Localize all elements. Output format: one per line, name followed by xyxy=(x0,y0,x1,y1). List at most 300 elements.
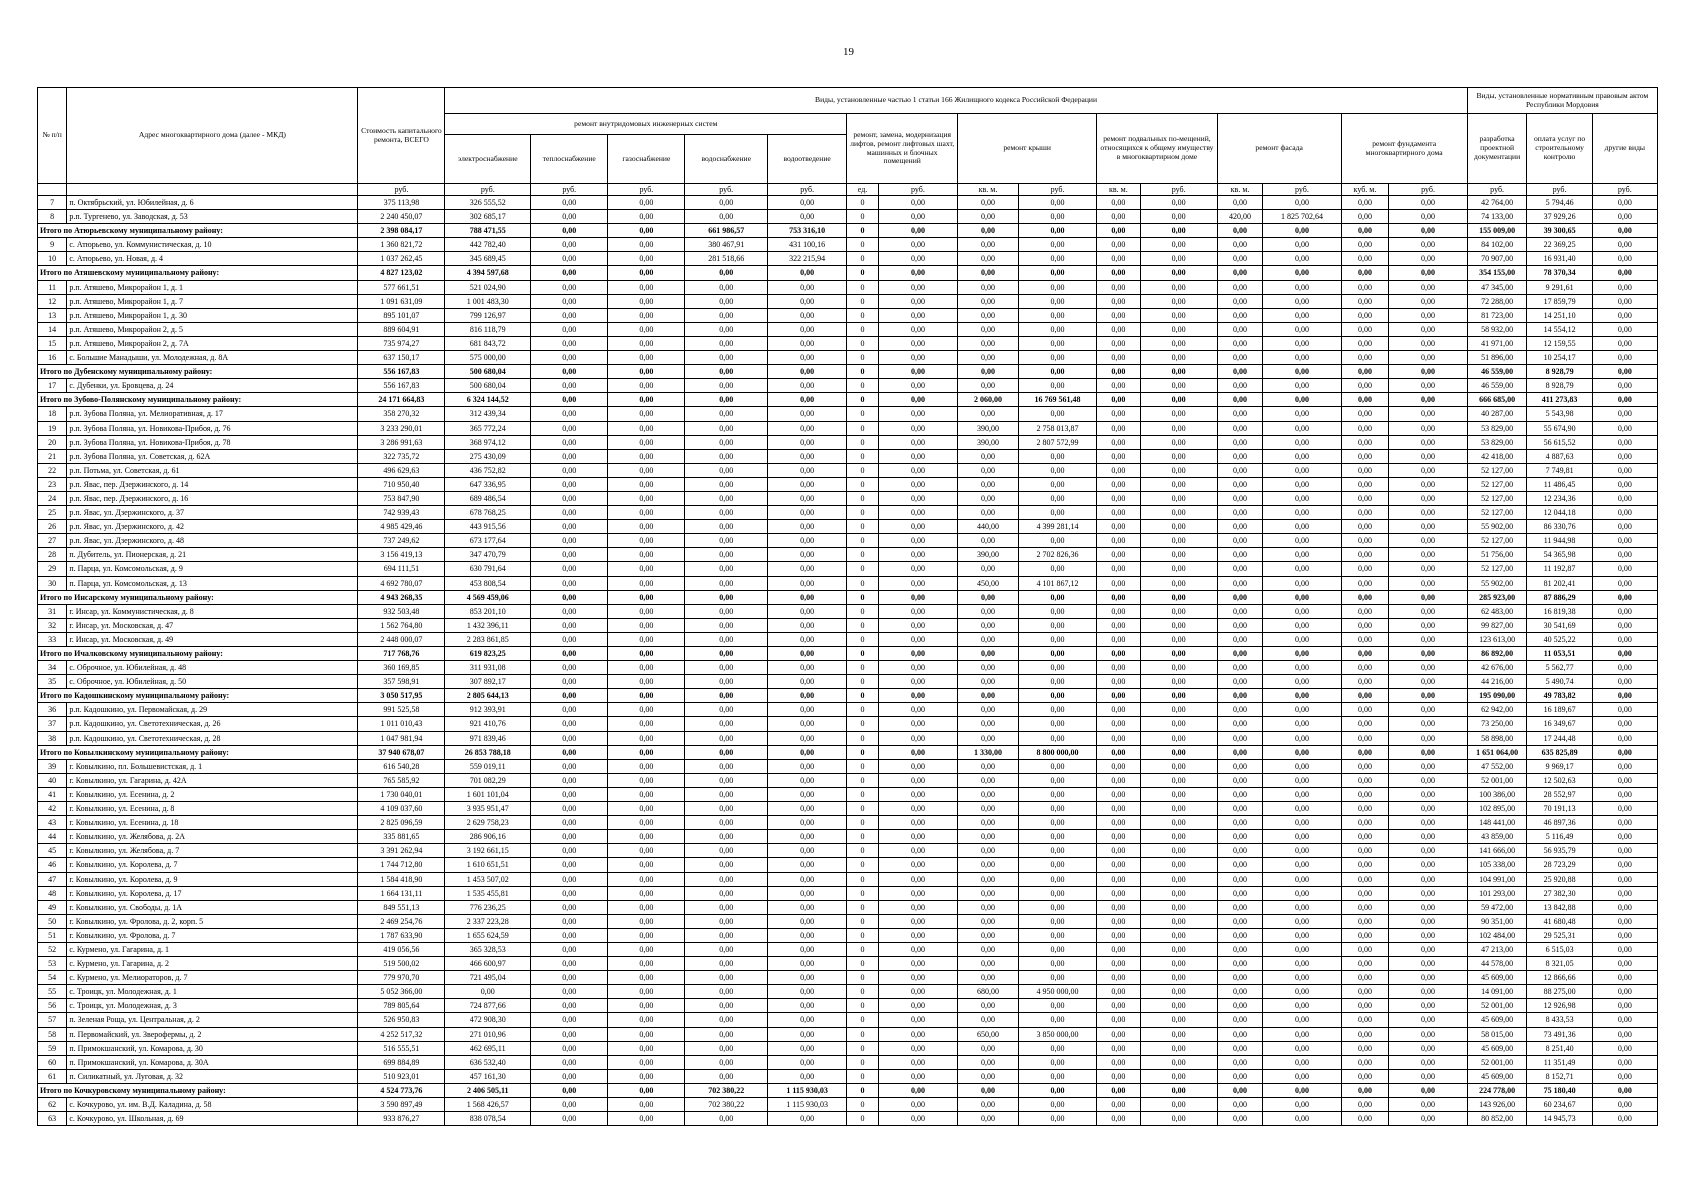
row-value: 0,00 xyxy=(608,266,685,280)
row-value: 0,00 xyxy=(1097,308,1140,322)
row-value: 0,00 xyxy=(1217,548,1263,562)
row-value: 0,00 xyxy=(608,1083,685,1097)
row-value: 0,00 xyxy=(1389,632,1467,646)
row-value: 912 393,91 xyxy=(445,703,531,717)
row-value: 788 471,55 xyxy=(445,224,531,238)
row-value: 0,00 xyxy=(1140,858,1217,872)
row-value: 0,00 xyxy=(531,618,608,632)
row-value: 0,00 xyxy=(1140,661,1217,675)
row-value: 0,00 xyxy=(1592,238,1657,252)
row-value: 0,00 xyxy=(685,999,768,1013)
row-value: 5 116,49 xyxy=(1527,830,1592,844)
row-value: 0,00 xyxy=(1389,506,1467,520)
row-value: 0,00 xyxy=(608,900,685,914)
row-value: 636 532,40 xyxy=(445,1055,531,1069)
row-value: 0,00 xyxy=(531,787,608,801)
row-value: 0,00 xyxy=(531,632,608,646)
row-value: 52 127,00 xyxy=(1467,477,1527,491)
row-number: 39 xyxy=(38,759,67,773)
row-value: 0,00 xyxy=(1263,703,1341,717)
row-value: 0,00 xyxy=(1018,703,1096,717)
row-value: 0 xyxy=(847,731,879,745)
row-value: 3 233 290,01 xyxy=(358,421,445,435)
row-value: 8 152,71 xyxy=(1527,1069,1592,1083)
row-value: 0,00 xyxy=(1389,238,1467,252)
row-value: 0,00 xyxy=(958,365,1019,379)
row-value: 0,00 xyxy=(1217,1055,1263,1069)
row-value: 5 562,77 xyxy=(1527,661,1592,675)
row-value: 0,00 xyxy=(958,1069,1019,1083)
row-value: 0,00 xyxy=(608,999,685,1013)
row-number: 30 xyxy=(38,576,67,590)
row-address: г. Ковылкино, ул. Фролова, д. 7 xyxy=(67,928,358,942)
row-value: 0,00 xyxy=(1217,731,1263,745)
row-value: 0,00 xyxy=(1592,266,1657,280)
row-value: 0,00 xyxy=(531,745,608,759)
row-value: 12 866,66 xyxy=(1527,971,1592,985)
row-value: 0,00 xyxy=(1018,632,1096,646)
table-row xyxy=(38,1027,1658,1041)
row-value: 0,00 xyxy=(608,717,685,731)
row-value: 1 011 010,43 xyxy=(358,717,445,731)
row-value: 0,00 xyxy=(1140,1112,1217,1126)
unit-cell: руб. xyxy=(685,184,768,196)
row-value: 29 525,31 xyxy=(1527,928,1592,942)
row-value: 375 113,98 xyxy=(358,196,445,210)
row-value: 0,00 xyxy=(531,407,608,421)
row-value: 45 609,00 xyxy=(1467,1013,1527,1027)
row-value: 0,00 xyxy=(958,787,1019,801)
row-value: 22 369,25 xyxy=(1527,238,1592,252)
row-address: р.п. Потьма, ул. Советская, д. 61 xyxy=(67,463,358,477)
row-value: 0,00 xyxy=(685,773,768,787)
row-value: 0,00 xyxy=(768,407,847,421)
row-address: г. Ковылкино, ул. Есенина, д. 18 xyxy=(67,816,358,830)
row-value: 0,00 xyxy=(1341,632,1389,646)
row-value: 0,00 xyxy=(1263,238,1341,252)
row-number: 57 xyxy=(38,1013,67,1027)
table-row xyxy=(38,449,1658,463)
row-value: 0,00 xyxy=(768,520,847,534)
row-value: 0,00 xyxy=(1592,379,1657,393)
row-value: 0,00 xyxy=(958,928,1019,942)
row-value: 0,00 xyxy=(531,703,608,717)
row-value: 2 805 644,13 xyxy=(445,689,531,703)
row-value: 0,00 xyxy=(608,534,685,548)
row-number: 20 xyxy=(38,435,67,449)
row-value: 0,00 xyxy=(685,675,768,689)
row-value: 0,00 xyxy=(768,322,847,336)
row-value: 0,00 xyxy=(1217,393,1263,407)
row-value: 0,00 xyxy=(768,1027,847,1041)
row-value: 0,00 xyxy=(1389,900,1467,914)
row-value: 765 585,92 xyxy=(358,773,445,787)
row-value: 0,00 xyxy=(608,1069,685,1083)
row-value: 0,00 xyxy=(685,322,768,336)
row-value: 0,00 xyxy=(1263,647,1341,661)
row-value: 0,00 xyxy=(1263,1027,1341,1041)
row-value: 0,00 xyxy=(1217,675,1263,689)
row-value: 0,00 xyxy=(1341,618,1389,632)
row-value: 0,00 xyxy=(685,689,768,703)
district-total-row xyxy=(38,745,1658,759)
row-value: 0,00 xyxy=(958,942,1019,956)
row-value: 0,00 xyxy=(878,802,957,816)
row-value: 0,00 xyxy=(1018,886,1096,900)
row-value: 0,00 xyxy=(1097,238,1140,252)
row-address: г. Инсар, ул. Московская, д. 47 xyxy=(67,618,358,632)
row-value: 0,00 xyxy=(1389,816,1467,830)
row-value: 0 xyxy=(847,1098,879,1112)
row-value: 789 805,64 xyxy=(358,999,445,1013)
row-value: 0,00 xyxy=(1140,1041,1217,1055)
row-value: 0,00 xyxy=(878,858,957,872)
row-value: 0,00 xyxy=(1341,886,1389,900)
row-address: с. Курмено, ул. Гагарина, д. 2 xyxy=(67,957,358,971)
row-value: 0,00 xyxy=(1217,872,1263,886)
row-address: р.п. Явас, ул. Дзержинского, д. 37 xyxy=(67,506,358,520)
row-value: 51 756,00 xyxy=(1467,548,1527,562)
row-value: 0,00 xyxy=(1592,1098,1657,1112)
row-value: 0,00 xyxy=(1217,1013,1263,1027)
row-value: 0,00 xyxy=(1389,463,1467,477)
row-value: 2 337 223,28 xyxy=(445,914,531,928)
row-value: 0,00 xyxy=(1341,294,1389,308)
unit-cell: руб. xyxy=(1140,184,1217,196)
row-value: 0,00 xyxy=(1097,816,1140,830)
row-value: 647 336,95 xyxy=(445,477,531,491)
row-value: 0,00 xyxy=(685,971,768,985)
row-value: 0,00 xyxy=(768,506,847,520)
row-value: 0,00 xyxy=(878,379,957,393)
row-value: 436 752,82 xyxy=(445,463,531,477)
row-value: 0 xyxy=(847,957,879,971)
row-value: 2 398 084,17 xyxy=(358,224,445,238)
row-value: 0,00 xyxy=(531,336,608,350)
row-value: 0,00 xyxy=(878,266,957,280)
unit-cell: руб. xyxy=(1389,184,1467,196)
row-value: 0,00 xyxy=(608,322,685,336)
row-value: 1 584 418,90 xyxy=(358,872,445,886)
row-value: 0,00 xyxy=(878,816,957,830)
row-value: 0 xyxy=(847,661,879,675)
row-value: 0,00 xyxy=(1097,1069,1140,1083)
row-value: 0,00 xyxy=(531,661,608,675)
row-value: 0,00 xyxy=(1097,224,1140,238)
row-value: 0,00 xyxy=(768,858,847,872)
row-value: 0,00 xyxy=(608,632,685,646)
row-value: 0 xyxy=(847,308,879,322)
row-value: 0,00 xyxy=(1097,1013,1140,1027)
row-value: 0,00 xyxy=(1097,196,1140,210)
row-value: 0,00 xyxy=(608,872,685,886)
row-value: 312 439,34 xyxy=(445,407,531,421)
row-value: 58 015,00 xyxy=(1467,1027,1527,1041)
row-value: 0,00 xyxy=(531,576,608,590)
row-value: 0,00 xyxy=(768,336,847,350)
row-value: 0,00 xyxy=(958,1055,1019,1069)
row-value: 0,00 xyxy=(878,534,957,548)
row-value: 0,00 xyxy=(1097,759,1140,773)
row-number: 24 xyxy=(38,491,67,505)
row-value: 0,00 xyxy=(1140,1013,1217,1027)
row-value: 0,00 xyxy=(1389,1041,1467,1055)
row-value: 0,00 xyxy=(1217,280,1263,294)
row-value: 616 540,28 xyxy=(358,759,445,773)
row-value: 0,00 xyxy=(768,365,847,379)
row-value: 0,00 xyxy=(768,1041,847,1055)
row-value: 0,00 xyxy=(958,280,1019,294)
row-value: 0,00 xyxy=(1389,407,1467,421)
row-value: 0,00 xyxy=(1217,844,1263,858)
row-value: 0,00 xyxy=(1140,647,1217,661)
row-value: 0,00 xyxy=(1592,407,1657,421)
row-value: 0,00 xyxy=(1389,957,1467,971)
row-value: 0,00 xyxy=(878,491,957,505)
row-value: 0,00 xyxy=(1217,1041,1263,1055)
row-value: 0 xyxy=(847,717,879,731)
row-value: 1 601 101,04 xyxy=(445,787,531,801)
row-value: 0,00 xyxy=(768,393,847,407)
row-value: 0,00 xyxy=(878,914,957,928)
row-value: 0,00 xyxy=(1018,816,1096,830)
row-value: 0,00 xyxy=(1217,745,1263,759)
row-value: 742 939,43 xyxy=(358,506,445,520)
row-value: 0,00 xyxy=(531,928,608,942)
row-value: 0,00 xyxy=(1389,971,1467,985)
row-value: 0,00 xyxy=(1389,675,1467,689)
row-value: 0,00 xyxy=(878,1112,957,1126)
row-value: 0,00 xyxy=(1592,858,1657,872)
row-address: р.п. Явас, ул. Дзержинского, д. 42 xyxy=(67,520,358,534)
row-value: 0,00 xyxy=(1140,421,1217,435)
row-address: р.п. Атяшево, Микрорайон 1, д. 7 xyxy=(67,294,358,308)
row-number: 43 xyxy=(38,816,67,830)
row-value: 0,00 xyxy=(1217,590,1263,604)
table-row xyxy=(38,1041,1658,1055)
row-value: 721 495,04 xyxy=(445,971,531,985)
row-value: 0 xyxy=(847,830,879,844)
row-address: п. Примокшанский, ул. Комарова, д. 30 xyxy=(67,1041,358,1055)
row-value: 44 578,00 xyxy=(1467,957,1527,971)
row-value: 0,00 xyxy=(768,632,847,646)
row-value: 0,00 xyxy=(531,604,608,618)
row-value: 0,00 xyxy=(1263,745,1341,759)
row-value: 0,00 xyxy=(685,872,768,886)
row-value: 0,00 xyxy=(1389,365,1467,379)
row-value: 0 xyxy=(847,548,879,562)
row-value: 0,00 xyxy=(1341,675,1389,689)
row-number: 42 xyxy=(38,802,67,816)
unit-cell: руб. xyxy=(878,184,957,196)
row-value: 0 xyxy=(847,928,879,942)
row-value: 0,00 xyxy=(1018,506,1096,520)
row-value: 0,00 xyxy=(1140,407,1217,421)
row-value: 0,00 xyxy=(1217,604,1263,618)
row-value: 0,00 xyxy=(608,449,685,463)
col-header-control: оплата услуг по строительному контролю xyxy=(1527,114,1592,184)
table-row xyxy=(38,491,1658,505)
row-value: 0,00 xyxy=(1018,957,1096,971)
row-address: с. Атюрьево, ул. Новая, д. 4 xyxy=(67,252,358,266)
row-value: 0 xyxy=(847,999,879,1013)
row-value: 0,00 xyxy=(1341,266,1389,280)
row-value: 0,00 xyxy=(608,618,685,632)
row-value: 0,00 xyxy=(768,449,847,463)
row-value: 357 598,91 xyxy=(358,675,445,689)
row-value: 0,00 xyxy=(1389,322,1467,336)
row-value: 0,00 xyxy=(1341,971,1389,985)
row-value: 0,00 xyxy=(608,731,685,745)
row-value: 2 469 254,76 xyxy=(358,914,445,928)
row-value: 195 090,00 xyxy=(1467,689,1527,703)
col-header-elevators: ремонт, замена, модернизация лифтов, ремонт лифтовых шахт, машинных и блочных помещений xyxy=(847,114,958,184)
row-value: 0,00 xyxy=(531,548,608,562)
table-row xyxy=(38,872,1658,886)
row-value: 0,00 xyxy=(1341,1098,1389,1112)
row-value: 0,00 xyxy=(878,224,957,238)
row-value: 0,00 xyxy=(1217,802,1263,816)
table-body xyxy=(38,196,1658,1126)
row-value: 0,00 xyxy=(958,196,1019,210)
row-value: 0,00 xyxy=(1097,745,1140,759)
row-number: 28 xyxy=(38,548,67,562)
unit-cell: ед. xyxy=(847,184,879,196)
row-value: 0,00 xyxy=(1097,731,1140,745)
row-value: 0,00 xyxy=(1263,759,1341,773)
row-number: 35 xyxy=(38,675,67,689)
row-value: 681 843,72 xyxy=(445,336,531,350)
row-value: 0,00 xyxy=(1018,1112,1096,1126)
row-value: 0,00 xyxy=(768,689,847,703)
row-value: 0,00 xyxy=(685,477,768,491)
row-value: 0,00 xyxy=(1592,196,1657,210)
row-value: 0,00 xyxy=(1592,224,1657,238)
row-value: 3 050 517,95 xyxy=(358,689,445,703)
row-value: 311 931,08 xyxy=(445,661,531,675)
row-value: 650,00 xyxy=(958,1027,1019,1041)
row-value: 0,00 xyxy=(1140,576,1217,590)
row-number: 49 xyxy=(38,900,67,914)
row-value: 8 321,05 xyxy=(1527,957,1592,971)
row-value: 0,00 xyxy=(1341,1069,1389,1083)
row-value: 90 351,00 xyxy=(1467,914,1527,928)
row-value: 0,00 xyxy=(1592,1112,1657,1126)
row-value: 0,00 xyxy=(1592,914,1657,928)
table-row xyxy=(38,506,1658,520)
row-value: 2 702 826,36 xyxy=(1018,548,1096,562)
row-value: 0,00 xyxy=(768,280,847,294)
row-value: 0,00 xyxy=(1592,872,1657,886)
row-address: р.п. Явас, ул. Дзержинского, д. 48 xyxy=(67,534,358,548)
district-total-row xyxy=(38,224,1658,238)
row-address: п. Октябрьский, ул. Юбилейная, д. 6 xyxy=(67,196,358,210)
row-value: 0,00 xyxy=(1341,238,1389,252)
row-value: 4 109 037,60 xyxy=(358,802,445,816)
row-value: 0,00 xyxy=(1097,365,1140,379)
row-value: 0,00 xyxy=(1140,506,1217,520)
row-value: 0,00 xyxy=(878,562,957,576)
row-value: 0,00 xyxy=(1592,477,1657,491)
row-value: 0,00 xyxy=(1263,280,1341,294)
row-value: 16 769 561,48 xyxy=(1018,393,1096,407)
row-address: р.п. Зубова Поляна, ул. Мелиоративная, д. 17 xyxy=(67,407,358,421)
row-value: 0,00 xyxy=(685,661,768,675)
row-value: 0 xyxy=(847,787,879,801)
row-value: 1 330,00 xyxy=(958,745,1019,759)
row-value: 0,00 xyxy=(531,351,608,365)
row-value: 0,00 xyxy=(1592,886,1657,900)
row-value: 0,00 xyxy=(878,1055,957,1069)
row-value: 0,00 xyxy=(1097,421,1140,435)
row-value: 0,00 xyxy=(878,336,957,350)
row-value: 0,00 xyxy=(531,308,608,322)
table-row xyxy=(38,971,1658,985)
row-value: 0,00 xyxy=(1018,618,1096,632)
row-value: 0,00 xyxy=(1097,336,1140,350)
row-value: 0,00 xyxy=(1341,1013,1389,1027)
row-value: 0,00 xyxy=(1263,985,1341,999)
row-value: 0,00 xyxy=(1018,351,1096,365)
row-value: 0 xyxy=(847,675,879,689)
row-number: 12 xyxy=(38,294,67,308)
row-value: 0,00 xyxy=(878,1027,957,1041)
row-number: 19 xyxy=(38,421,67,435)
row-address: р.п. Атяшево, Микрорайон 1, д. 30 xyxy=(67,308,358,322)
row-value: 0,00 xyxy=(531,914,608,928)
row-value: 0,00 xyxy=(1097,463,1140,477)
row-value: 0,00 xyxy=(1018,661,1096,675)
row-value: 0,00 xyxy=(608,224,685,238)
row-value: 0,00 xyxy=(531,942,608,956)
row-value: 0,00 xyxy=(958,661,1019,675)
row-value: 0,00 xyxy=(1389,252,1467,266)
row-value: 0,00 xyxy=(1097,914,1140,928)
table-row xyxy=(38,477,1658,491)
row-value: 0,00 xyxy=(1389,844,1467,858)
row-value: 776 236,25 xyxy=(445,900,531,914)
row-value: 0,00 xyxy=(1341,1112,1389,1126)
row-value: 0,00 xyxy=(958,1098,1019,1112)
row-address: г. Ковылкино, ул. Желябова, д. 2А xyxy=(67,830,358,844)
row-number: 52 xyxy=(38,942,67,956)
row-value: 0,00 xyxy=(1341,773,1389,787)
row-value: 56 615,52 xyxy=(1527,435,1592,449)
row-value: 0,00 xyxy=(958,491,1019,505)
row-value: 0,00 xyxy=(1217,576,1263,590)
row-value: 0,00 xyxy=(685,1027,768,1041)
row-value: 0,00 xyxy=(685,858,768,872)
row-value: 43 859,00 xyxy=(1467,830,1527,844)
row-address: г. Ковылкино, ул. Желябова, д. 7 xyxy=(67,844,358,858)
row-value: 0,00 xyxy=(685,365,768,379)
row-value: 53 829,00 xyxy=(1467,435,1527,449)
row-value: 4 524 773,76 xyxy=(358,1083,445,1097)
row-value: 49 783,82 xyxy=(1527,689,1592,703)
row-value: 0,00 xyxy=(1592,520,1657,534)
row-value: 0,00 xyxy=(1140,491,1217,505)
row-address: п. Парца, ул. Комсомольская, д. 13 xyxy=(67,576,358,590)
row-value: 0,00 xyxy=(1389,1069,1467,1083)
row-value: 0,00 xyxy=(531,971,608,985)
row-value: 0,00 xyxy=(1140,914,1217,928)
row-value: 0 xyxy=(847,604,879,618)
row-value: 0,00 xyxy=(608,971,685,985)
row-value: 0,00 xyxy=(1140,1027,1217,1041)
row-value: 0,00 xyxy=(1097,985,1140,999)
row-value: 3 850 000,00 xyxy=(1018,1027,1096,1041)
row-number: 40 xyxy=(38,773,67,787)
